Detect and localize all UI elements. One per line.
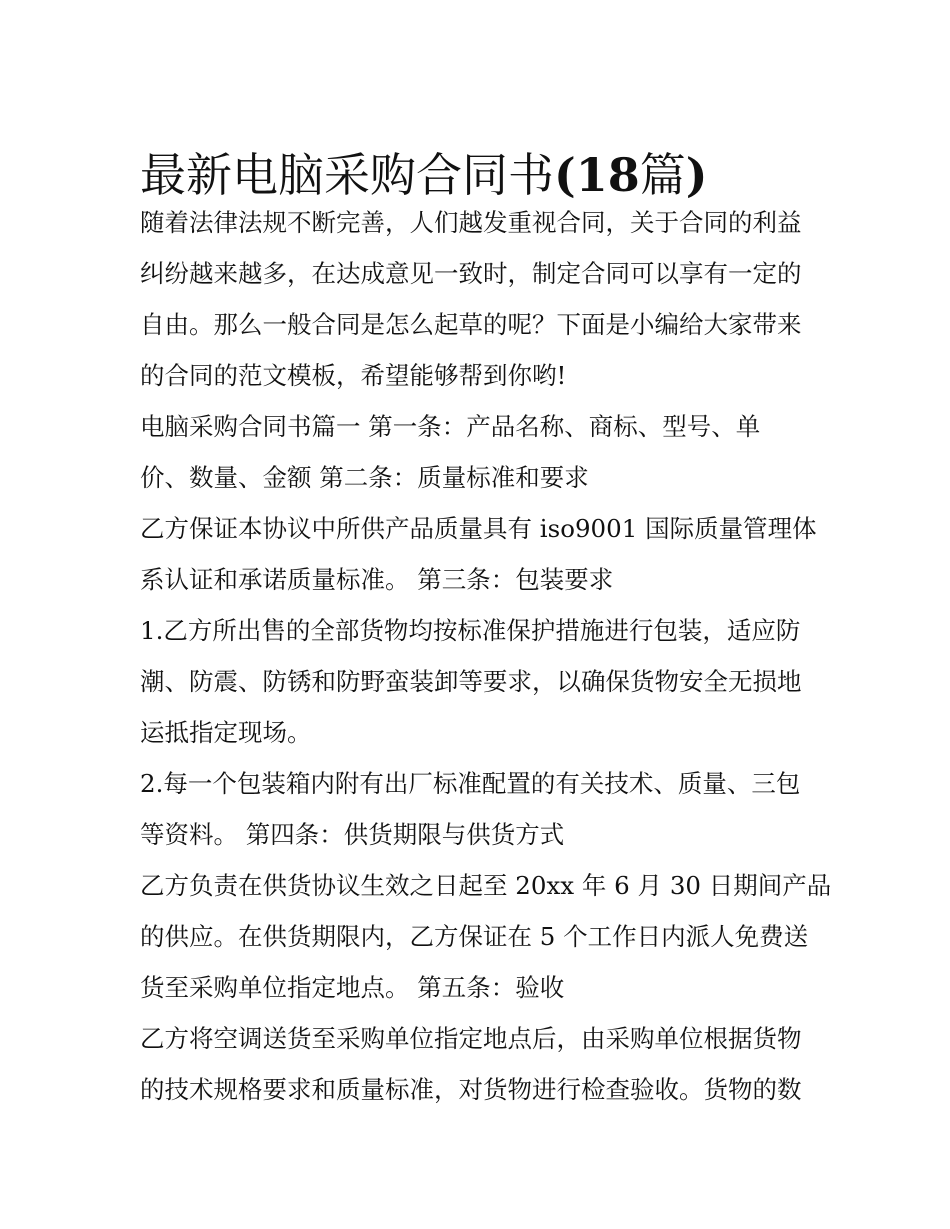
title-main-text: 最新电脑采购合同书: [140, 147, 554, 202]
body-line: 运抵指定现场。: [140, 718, 312, 747]
title-paren-open: (: [554, 147, 576, 202]
body-line: 1.乙方所出售的全部货物均按标准保护措施进行包装，适应防: [140, 616, 801, 645]
body-line: 乙方保证本协议中所供产品质量具有 iso9001 国际质量管理体: [140, 514, 817, 543]
title-unit: 篇: [639, 147, 686, 202]
body-line: 系认证和承诺质量标准。 第三条：包装要求: [140, 565, 614, 594]
body-line: 的技术规格要求和质量标准，对货物进行检查验收。货物的数: [140, 1075, 802, 1104]
body-line: 乙方将空调送货至采购单位指定地点后，由采购单位根据货物: [140, 1024, 802, 1053]
body-line: 潮、防震、防锈和防野蛮装卸等要求，以确保货物安全无损地: [140, 667, 802, 696]
body-line: 纠纷越来越多，在达成意见一致时，制定合同可以享有一定的: [140, 259, 802, 288]
body-line: 等资料。 第四条：供货期限与供货方式: [140, 820, 565, 849]
title-paren-close: ): [685, 147, 708, 202]
body-line: 电脑采购合同书篇一 第一条：产品名称、商标、型号、单: [140, 412, 761, 441]
body-line: 的供应。在供货期限内，乙方保证在 5 个工作日内派人免费送: [140, 922, 809, 951]
body-line: 的合同的范文模板，希望能够帮到你哟!: [140, 361, 567, 390]
body-line: 随着法律法规不断完善，人们越发重视合同，关于合同的利益: [140, 208, 802, 237]
body-line: 2.每一个包装箱内附有出厂标准配置的有关技术、质量、三包: [140, 769, 801, 798]
body-line: 价、数量、金额 第二条：质量标准和要求: [140, 463, 589, 492]
body-line: 自由。那么一般合同是怎么起草的呢？下面是小编给大家带来: [140, 310, 802, 339]
title-number: 18: [575, 147, 640, 202]
body-line: 乙方负责在供货协议生效之日起至 20xx 年 6 月 30 日期间产品: [140, 871, 832, 900]
body-line: 货至采购单位指定地点。 第五条：验收: [140, 973, 565, 1002]
document-body: [140, 197, 830, 1115]
